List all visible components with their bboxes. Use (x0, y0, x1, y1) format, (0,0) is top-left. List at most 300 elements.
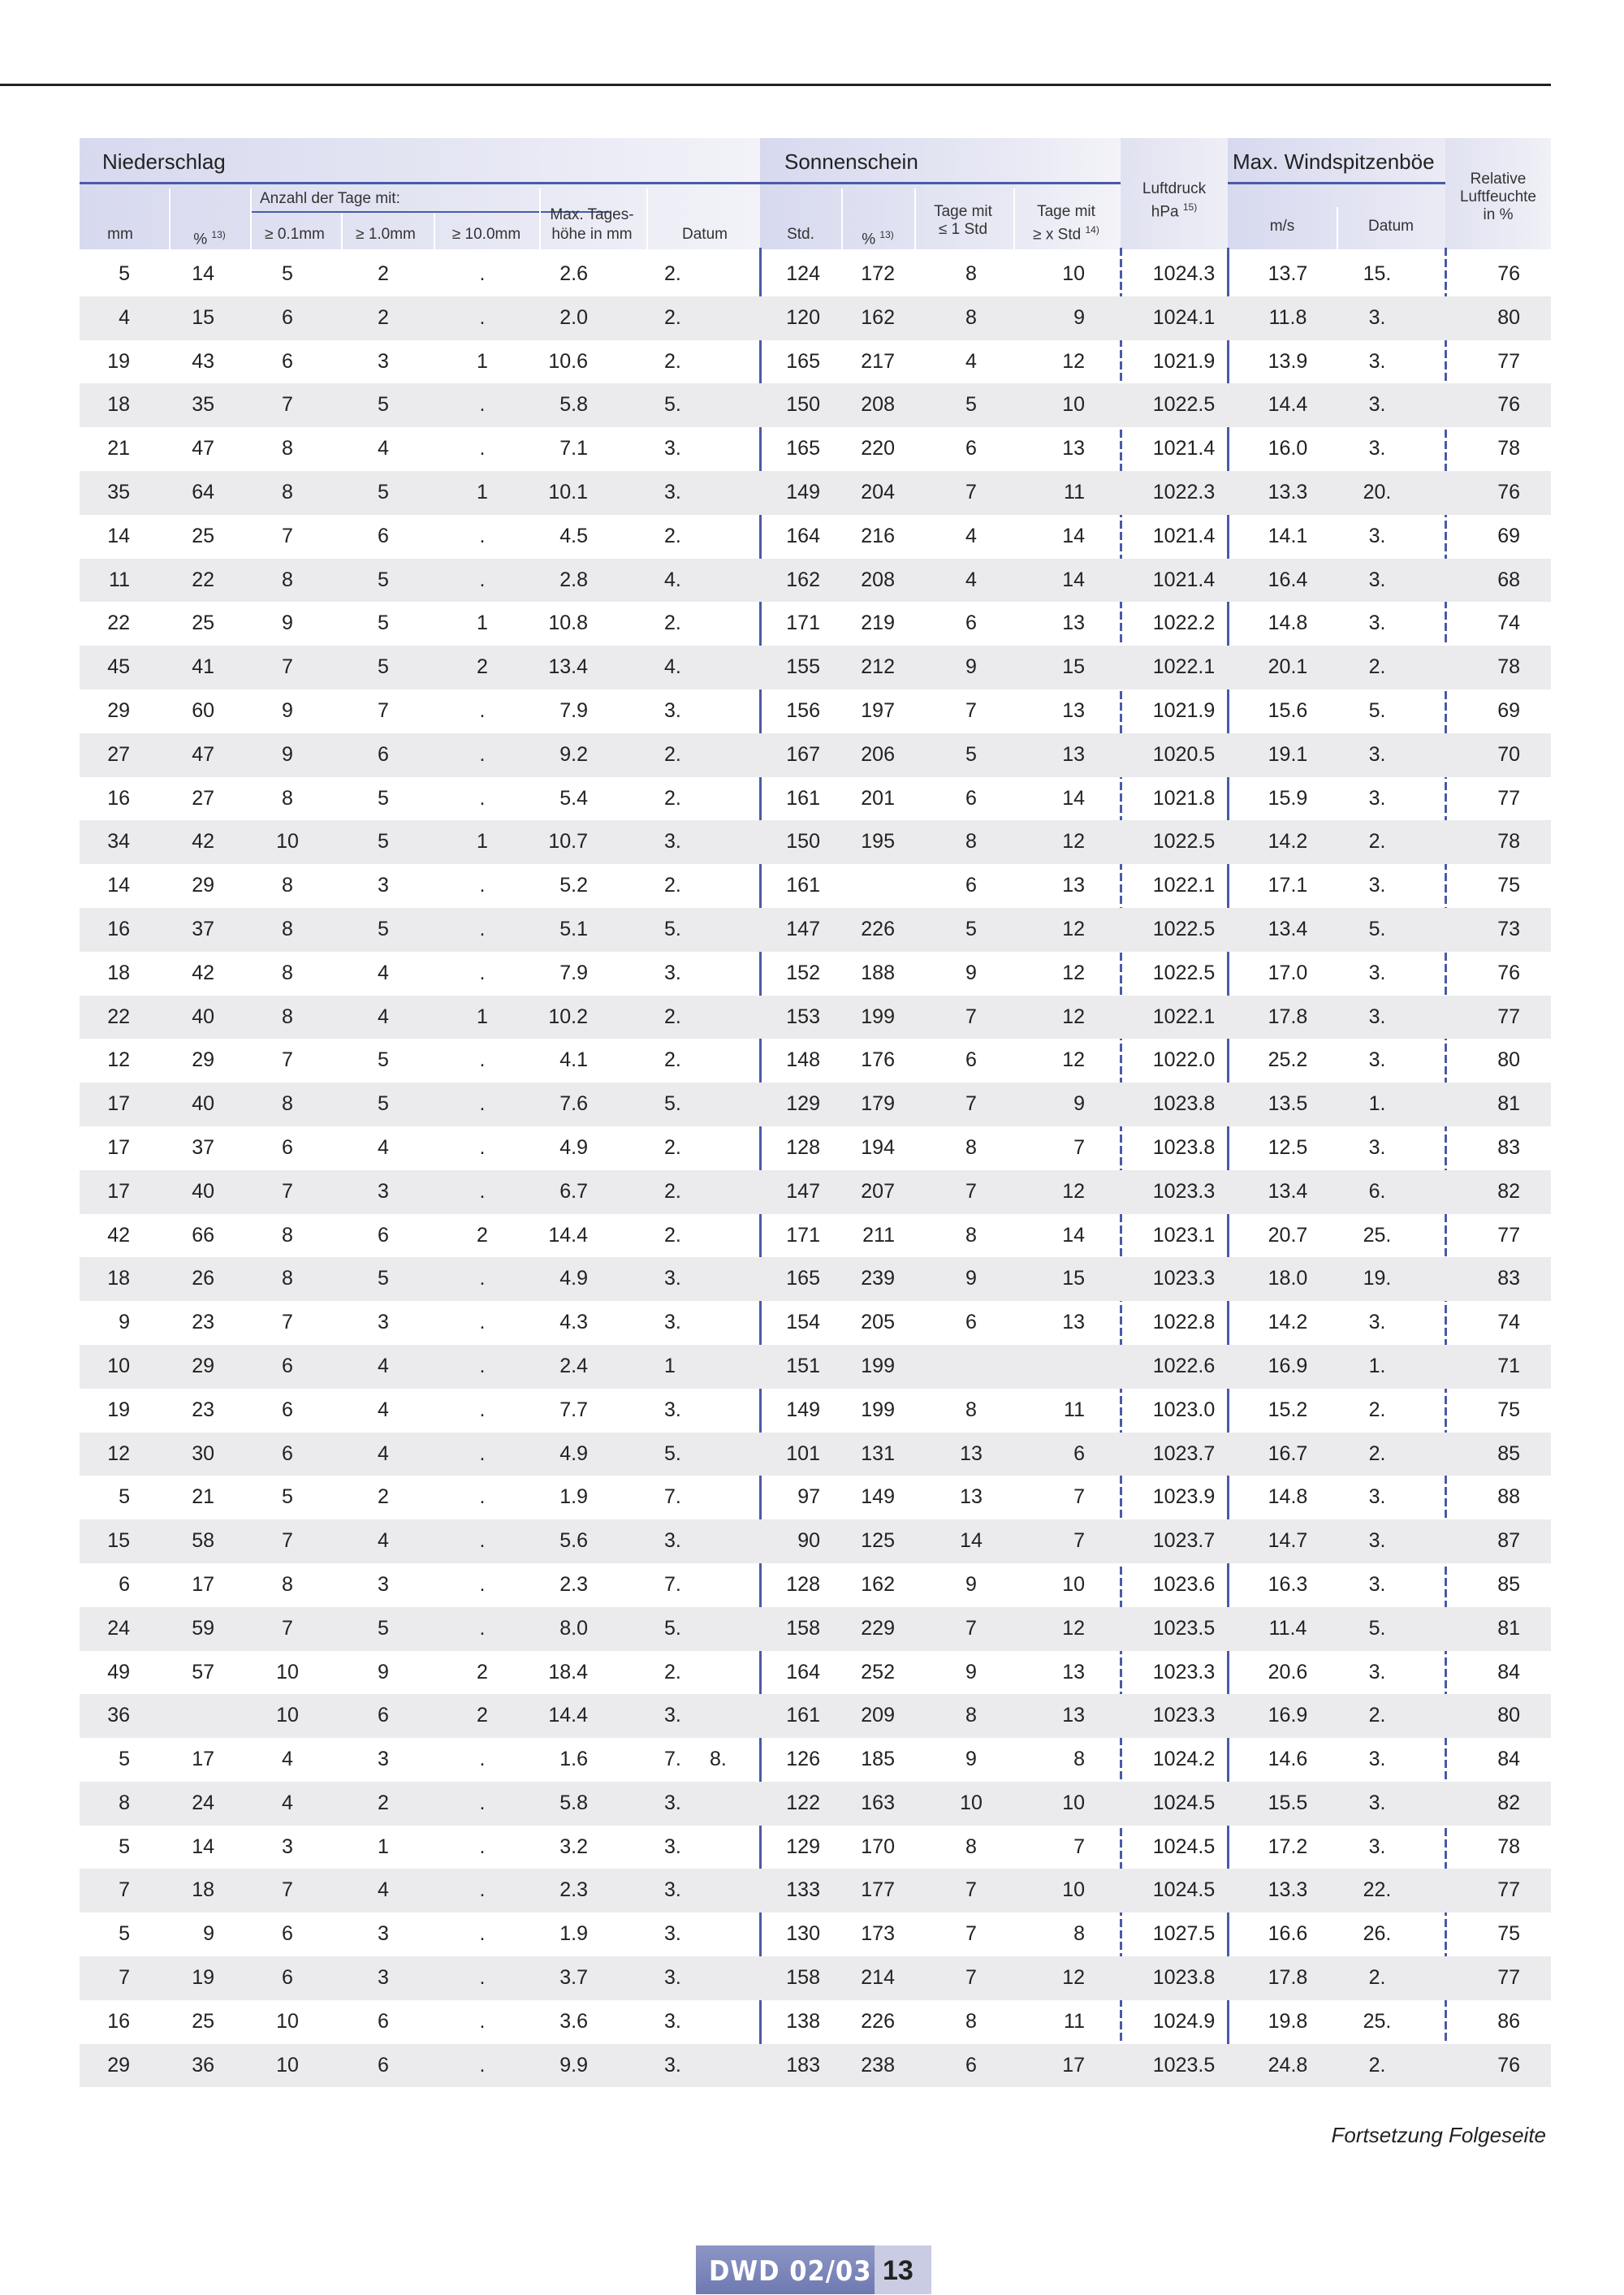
cell-mm: 6 (119, 1572, 130, 1596)
cell-mm: 16 (107, 786, 130, 810)
cell-datum: 3. (664, 2009, 681, 2033)
cell-prozent: 58 (192, 1529, 214, 1553)
cell-luftdruck: 1022.1 (1152, 655, 1216, 679)
cell-ge10: 5 (378, 393, 389, 417)
cell-max-tages: 4.9 (559, 1135, 588, 1159)
cell-prozent: 17 (192, 1572, 214, 1596)
cell-sonne-prozent: 214 (861, 1966, 895, 1990)
cell-wind-datum: 20. (1363, 480, 1392, 504)
cell-ge10: 4 (378, 961, 389, 984)
cell-datum: 3. (664, 1922, 681, 1946)
cell-feuchte: 76 (1497, 961, 1520, 984)
cell-ge01: 6 (282, 1354, 293, 1377)
cell-mm: 35 (107, 480, 130, 504)
cell-tage-gex: 13 (1062, 1704, 1085, 1727)
table-row (80, 1782, 1551, 1826)
table-row (80, 1214, 1551, 1258)
cell-mm: 42 (107, 1223, 130, 1247)
cell-prozent: 22 (192, 568, 214, 591)
cell-wind-datum: 22. (1363, 1878, 1392, 1902)
cell-wind-datum: 3. (1368, 393, 1386, 417)
cell-ge100: . (479, 2053, 486, 2077)
cell-mm: 22 (107, 1005, 130, 1028)
cell-ge01: 8 (282, 1572, 293, 1596)
header-std: Std. (787, 226, 814, 243)
cell-wind-ms: 17.1 (1268, 874, 1308, 897)
cell-prozent: 25 (192, 612, 214, 635)
cell-prozent: 19 (192, 1966, 214, 1990)
cell-wind-datum: 3. (1368, 1005, 1386, 1028)
cell-tage-gex: 7 (1073, 1135, 1085, 1159)
cell-feuchte: 78 (1497, 1835, 1520, 1858)
cell-ge100: . (479, 262, 486, 285)
cell-mm: 34 (107, 830, 130, 854)
cell-datum2: 8. (710, 1748, 727, 1771)
cell-wind-ms: 12.5 (1268, 1135, 1308, 1159)
cell-max-tages: 4.5 (559, 524, 588, 547)
cell-datum: 2. (664, 612, 681, 635)
cell-tage-le1: 6 (965, 1311, 977, 1334)
cell-tage-le1: 9 (965, 1572, 977, 1596)
cell-sonne-prozent: 206 (861, 742, 895, 766)
cell-ge100: 2 (477, 1660, 488, 1683)
cell-sonne-prozent: 173 (861, 1922, 895, 1946)
cell-max-tages: 2.0 (559, 305, 588, 329)
cell-ge100: . (479, 1835, 486, 1858)
cell-feuchte: 76 (1497, 480, 1520, 504)
cell-tage-le1: 7 (965, 1966, 977, 1990)
cell-tage-le1: 6 (965, 2053, 977, 2077)
cell-mm: 10 (107, 1354, 130, 1377)
cell-ge100: . (479, 1791, 486, 1814)
cell-std: 90 (797, 1529, 820, 1553)
cell-wind-ms: 25.2 (1268, 1048, 1308, 1072)
cell-luftdruck: 1023.3 (1152, 1179, 1216, 1203)
cell-prozent: 40 (192, 1092, 214, 1116)
table-row (80, 1083, 1551, 1126)
cell-feuchte: 84 (1497, 1748, 1520, 1771)
cell-tage-gex: 12 (1062, 1616, 1085, 1640)
table-row (80, 1519, 1551, 1563)
cell-max-tages: 2.4 (559, 1354, 588, 1377)
cell-feuchte: 83 (1497, 1135, 1520, 1159)
cell-feuchte: 77 (1497, 1005, 1520, 1028)
cell-prozent: 24 (192, 1791, 214, 1814)
cell-prozent: 40 (192, 1005, 214, 1028)
table-row (80, 383, 1551, 427)
cell-ge100: . (479, 2009, 486, 2033)
cell-sonne-prozent: 204 (861, 480, 895, 504)
cell-feuchte: 71 (1497, 1354, 1520, 1377)
cell-prozent: 60 (192, 698, 214, 722)
cell-wind-ms: 16.3 (1268, 1572, 1308, 1596)
cell-sonne-prozent: 238 (861, 2053, 895, 2077)
table-row (80, 1389, 1551, 1433)
cell-feuchte: 77 (1497, 349, 1520, 373)
cell-prozent: 23 (192, 1311, 214, 1334)
cell-wind-ms: 13.9 (1268, 349, 1308, 373)
cell-ge10: 6 (378, 524, 389, 547)
cell-wind-ms: 17.8 (1268, 1005, 1308, 1028)
cell-ge01: 7 (282, 1048, 293, 1072)
cell-ge01: 3 (282, 1835, 293, 1858)
table-row (80, 296, 1551, 340)
cell-max-tages: 4.9 (559, 1267, 588, 1290)
cell-feuchte: 86 (1497, 2009, 1520, 2033)
cell-datum: 2. (664, 349, 681, 373)
cell-datum: 2. (664, 1179, 681, 1203)
cell-tage-le1: 7 (965, 1092, 977, 1116)
cell-datum: 1 (664, 1354, 676, 1377)
cell-mm: 5 (119, 1835, 130, 1858)
table-row (80, 1607, 1551, 1651)
cell-ge100: . (479, 1267, 486, 1290)
cell-sonne-prozent: 199 (861, 1354, 895, 1377)
cell-datum: 2. (664, 874, 681, 897)
cell-sonne-prozent: 179 (861, 1092, 895, 1116)
header-tage-le1-2: ≤ 1 Std (938, 221, 988, 238)
cell-tage-gex: 10 (1062, 1572, 1085, 1596)
header-max-tages-2: höhe in mm (551, 226, 633, 243)
cell-feuchte: 80 (1497, 1704, 1520, 1727)
cell-tage-gex: 10 (1062, 1791, 1085, 1814)
cell-tage-le1: 4 (965, 568, 977, 591)
table-row (80, 2044, 1551, 2088)
cell-datum: 5. (664, 1092, 681, 1116)
cell-ge01: 6 (282, 1135, 293, 1159)
cell-luftdruck: 1023.8 (1152, 1135, 1216, 1159)
cell-ge100: . (479, 1354, 486, 1377)
cell-wind-datum: 2. (1368, 830, 1386, 854)
cell-wind-ms: 18.0 (1268, 1267, 1308, 1290)
cell-ge01: 10 (276, 2053, 299, 2077)
header-divider (1013, 188, 1015, 249)
cell-feuchte: 78 (1497, 655, 1520, 679)
cell-wind-ms: 19.1 (1268, 742, 1308, 766)
cell-std: 165 (786, 437, 820, 460)
header-ge100: ≥ 10.0mm (451, 226, 521, 243)
cell-ge10: 5 (378, 1616, 389, 1640)
cell-ge10: 3 (378, 1922, 389, 1946)
cell-ge10: 5 (378, 830, 389, 854)
cell-max-tages: 5.4 (559, 786, 588, 810)
cell-ge100: . (479, 1966, 486, 1990)
cell-wind-datum: 3. (1368, 1311, 1386, 1334)
cell-ge100: . (479, 1616, 486, 1640)
cell-wind-datum: 5. (1368, 698, 1386, 722)
cell-ge100: . (479, 568, 486, 591)
cell-tage-gex: 13 (1062, 742, 1085, 766)
cell-tage-le1: 9 (965, 1267, 977, 1290)
cell-feuchte: 82 (1497, 1179, 1520, 1203)
cell-ge01: 7 (282, 393, 293, 417)
cell-tage-le1: 9 (965, 655, 977, 679)
cell-prozent: 14 (192, 1835, 214, 1858)
cell-max-tages: 7.7 (559, 1398, 588, 1421)
cell-std: 165 (786, 349, 820, 373)
cell-tage-le1: 5 (965, 742, 977, 766)
cell-ge100: . (479, 917, 486, 940)
cell-luftdruck: 1023.5 (1152, 2053, 1216, 2077)
cell-wind-ms: 11.4 (1268, 1616, 1307, 1640)
cell-datum: 4. (664, 655, 681, 679)
cell-sonne-prozent: 219 (861, 612, 895, 635)
cell-ge10: 5 (378, 568, 389, 591)
cell-ge01: 7 (282, 1616, 293, 1640)
cell-wind-ms: 13.4 (1268, 1179, 1308, 1203)
cell-ge10: 4 (378, 1529, 389, 1553)
cell-mm: 15 (107, 1529, 130, 1553)
header-underline (1228, 182, 1445, 184)
table-row (80, 1651, 1551, 1695)
cell-wind-datum: 1. (1368, 1092, 1386, 1116)
cell-datum: 3. (664, 1835, 681, 1858)
cell-feuchte: 75 (1497, 1922, 1520, 1946)
cell-sonne-prozent: 162 (861, 1572, 895, 1596)
cell-datum: 2. (664, 1660, 681, 1683)
cell-sonne-prozent: 177 (861, 1878, 895, 1902)
continued-note: Fortsetzung Folgeseite (1331, 2123, 1546, 2147)
cell-wind-datum: 3. (1368, 1048, 1386, 1072)
cell-ge01: 4 (282, 1791, 293, 1814)
cell-ge01: 7 (282, 1529, 293, 1553)
cell-ge100: 2 (477, 655, 488, 679)
cell-feuchte: 76 (1497, 262, 1520, 285)
cell-tage-gex: 7 (1073, 1529, 1085, 1553)
cell-std: 152 (786, 961, 820, 984)
cell-std: 151 (786, 1354, 820, 1377)
header-ge01: ≥ 0.1mm (265, 226, 325, 243)
cell-wind-ms: 17.2 (1268, 1835, 1308, 1858)
header-wind-ms: m/s (1269, 218, 1295, 235)
cell-wind-ms: 14.2 (1268, 1311, 1308, 1334)
cell-sonne-prozent: 229 (861, 1616, 895, 1640)
cell-ge100: . (479, 1748, 486, 1771)
cell-tage-gex: 11 (1064, 1398, 1085, 1421)
cell-mm: 14 (107, 524, 130, 547)
header-divider (914, 188, 916, 249)
cell-luftdruck: 1021.9 (1152, 698, 1216, 722)
table-row (80, 689, 1551, 733)
cell-tage-gex: 14 (1062, 1223, 1085, 1247)
cell-tage-le1: 5 (965, 393, 977, 417)
cell-max-tages: 2.3 (559, 1878, 588, 1902)
header-divider (646, 188, 648, 249)
cell-std: 161 (786, 874, 820, 897)
cell-sonne-prozent: 176 (861, 1048, 895, 1072)
cell-ge100: . (479, 524, 486, 547)
table-row (80, 1039, 1551, 1083)
header-feuchte-3: in % (1483, 206, 1514, 223)
cell-wind-datum: 5. (1368, 1616, 1386, 1640)
cell-ge10: 4 (378, 1398, 389, 1421)
cell-sonne-prozent: 212 (861, 655, 895, 679)
cell-max-tages: 7.9 (559, 961, 588, 984)
cell-ge100: . (479, 1092, 486, 1116)
cell-ge01: 8 (282, 480, 293, 504)
cell-wind-datum: 3. (1368, 1135, 1386, 1159)
cell-luftdruck: 1024.9 (1152, 2009, 1216, 2033)
cell-datum: 5. (664, 1441, 681, 1465)
cell-std: 154 (786, 1311, 820, 1334)
cell-luftdruck: 1022.6 (1152, 1354, 1216, 1377)
cell-luftdruck: 1021.8 (1152, 786, 1216, 810)
cell-datum: 7. (664, 1572, 681, 1596)
cell-tage-gex: 8 (1073, 1922, 1085, 1946)
cell-ge10: 5 (378, 1048, 389, 1072)
cell-feuchte: 87 (1497, 1529, 1520, 1553)
cell-ge10: 5 (378, 612, 389, 635)
cell-datum: 2. (664, 742, 681, 766)
table-row (80, 253, 1551, 296)
cell-sonne-prozent: 172 (861, 262, 895, 285)
cell-ge01: 9 (282, 698, 293, 722)
cell-luftdruck: 1023.3 (1152, 1660, 1216, 1683)
cell-tage-gex: 12 (1062, 349, 1085, 373)
cell-wind-ms: 13.3 (1268, 480, 1308, 504)
cell-tage-le1: 9 (965, 1748, 977, 1771)
cell-tage-le1: 9 (965, 1660, 977, 1683)
cell-feuchte: 88 (1497, 1485, 1520, 1509)
cell-max-tages: 1.9 (559, 1922, 588, 1946)
cell-ge01: 8 (282, 1267, 293, 1290)
cell-datum: 3. (664, 1529, 681, 1553)
header-feuchte-2: Luftfeuchte (1459, 188, 1537, 205)
cell-sonne-prozent: 149 (861, 1485, 895, 1509)
header-divider (1337, 207, 1338, 249)
table-row (80, 1433, 1551, 1476)
cell-prozent: 41 (192, 655, 214, 679)
cell-std: 138 (786, 2009, 820, 2033)
cell-sonne-prozent: 252 (861, 1660, 895, 1683)
cell-tage-gex: 8 (1073, 1748, 1085, 1771)
cell-datum: 3. (664, 1398, 681, 1421)
cell-feuchte: 76 (1497, 393, 1520, 417)
cell-wind-ms: 14.4 (1268, 393, 1308, 417)
cell-std: 149 (786, 480, 820, 504)
header-ge10: ≥ 1.0mm (356, 226, 416, 243)
table-row (80, 515, 1551, 559)
cell-tage-gex: 13 (1062, 1311, 1085, 1334)
cell-std: 158 (786, 1616, 820, 1640)
cell-sonne-prozent: 197 (861, 698, 895, 722)
table-row (80, 1257, 1551, 1301)
cell-tage-gex: 15 (1062, 1267, 1085, 1290)
cell-sonne-prozent: 239 (861, 1267, 895, 1290)
cell-datum: 2. (664, 1005, 681, 1028)
cell-ge10: 5 (378, 917, 389, 940)
cell-tage-gex: 13 (1062, 874, 1085, 897)
cell-sonne-prozent: 195 (861, 830, 895, 854)
cell-ge100: . (479, 1922, 486, 1946)
cell-tage-le1: 5 (965, 917, 977, 940)
cell-max-tages: 7.6 (559, 1092, 588, 1116)
cell-datum: 2. (664, 1223, 681, 1247)
cell-sonne-prozent: 209 (861, 1704, 895, 1727)
cell-wind-ms: 15.5 (1268, 1791, 1308, 1814)
cell-sonne-prozent: 217 (861, 349, 895, 373)
cell-std: 128 (786, 1572, 820, 1596)
cell-tage-gex: 10 (1062, 262, 1085, 285)
table-row (80, 1301, 1551, 1345)
table-row (80, 1345, 1551, 1389)
table-row (80, 471, 1551, 515)
cell-wind-datum: 3. (1368, 1791, 1386, 1814)
table-row (80, 602, 1551, 646)
cell-prozent: 43 (192, 349, 214, 373)
cell-ge01: 10 (276, 830, 299, 854)
cell-luftdruck: 1022.3 (1152, 480, 1216, 504)
cell-std: 128 (786, 1135, 820, 1159)
cell-prozent: 66 (192, 1223, 214, 1247)
cell-ge01: 10 (276, 2009, 299, 2033)
cell-max-tages: 8.0 (559, 1616, 588, 1640)
cell-tage-le1: 6 (965, 1048, 977, 1072)
header-datum: Datum (682, 226, 728, 243)
cell-std: 124 (786, 262, 820, 285)
cell-tage-gex: 13 (1062, 698, 1085, 722)
header-prozent: % $^{13)}$ (193, 229, 226, 249)
cell-std: 149 (786, 1398, 820, 1421)
group-title-wind: Max. Windspitzenböe (1233, 149, 1435, 174)
cell-std: 150 (786, 393, 820, 417)
cell-prozent: 30 (192, 1441, 214, 1465)
cell-max-tages: 4.1 (559, 1048, 588, 1072)
cell-wind-ms: 19.8 (1268, 2009, 1308, 2033)
cell-sonne-prozent: 163 (861, 1791, 895, 1814)
cell-luftdruck: 1023.7 (1152, 1529, 1216, 1553)
table-row (80, 1912, 1551, 1956)
cell-prozent: 29 (192, 1354, 214, 1377)
cell-mm: 22 (107, 612, 130, 635)
cell-ge10: 6 (378, 742, 389, 766)
cell-ge01: 7 (282, 524, 293, 547)
cell-wind-ms: 14.2 (1268, 830, 1308, 854)
cell-ge10: 5 (378, 655, 389, 679)
cell-datum: 2. (664, 1048, 681, 1072)
cell-datum: 3. (664, 961, 681, 984)
cell-feuchte: 77 (1497, 1966, 1520, 1990)
cell-sonne-prozent: 226 (861, 917, 895, 940)
cell-ge10: 3 (378, 874, 389, 897)
cell-max-tages: 14.4 (548, 1223, 588, 1247)
cell-wind-datum: 3. (1368, 1660, 1386, 1683)
cell-feuchte: 68 (1497, 568, 1520, 591)
cell-tage-le1: 8 (965, 830, 977, 854)
cell-wind-datum: 3. (1368, 568, 1386, 591)
cell-luftdruck: 1023.9 (1152, 1485, 1216, 1509)
cell-wind-datum: 19. (1363, 1267, 1392, 1290)
cell-ge100: . (479, 874, 486, 897)
cell-luftdruck: 1023.6 (1152, 1572, 1216, 1596)
cell-ge10: 3 (378, 1311, 389, 1334)
cell-ge10: 3 (378, 1572, 389, 1596)
cell-mm: 14 (107, 874, 130, 897)
cell-wind-datum: 3. (1368, 437, 1386, 460)
cell-max-tages: 7.1 (559, 437, 588, 460)
cell-ge10: 4 (378, 1878, 389, 1902)
cell-ge01: 10 (276, 1704, 299, 1727)
group-title-sonnenschein: Sonnenschein (784, 149, 918, 174)
cell-ge01: 8 (282, 917, 293, 940)
cell-prozent: 42 (192, 830, 214, 854)
cell-std: 171 (786, 612, 820, 635)
cell-wind-ms: 24.8 (1268, 2053, 1308, 2077)
cell-tage-gex: 6 (1073, 1441, 1085, 1465)
cell-feuchte: 76 (1497, 2053, 1520, 2077)
cell-datum: 3. (664, 698, 681, 722)
header-divider (841, 188, 843, 249)
